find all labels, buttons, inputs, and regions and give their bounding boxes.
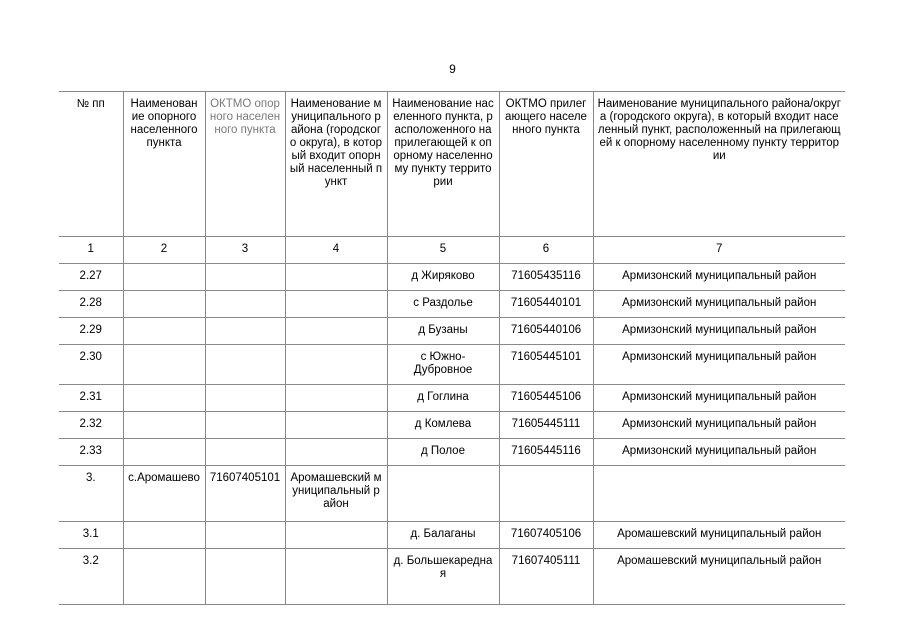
base-district-cell <box>285 522 387 549</box>
adjacent-oktmo-cell: 71607405111 <box>499 549 593 605</box>
table-row <box>59 345 845 385</box>
table-row <box>59 549 845 605</box>
base-district-cell <box>285 345 387 385</box>
row-number: 2.27 <box>59 264 123 291</box>
adjacent-district-cell: Аромашевский муниципальный район <box>593 522 845 549</box>
base-settlement-cell <box>123 385 205 412</box>
adjacent-oktmo-cell: 71607405106 <box>499 522 593 549</box>
adjacent-settlement-cell: д Полое <box>387 439 499 466</box>
row-number: 2.28 <box>59 291 123 318</box>
adjacent-district-cell: Армизонский муниципальный район <box>593 318 845 345</box>
adjacent-settlement-cell: с Южно-Дубровное <box>387 345 499 385</box>
adjacent-settlement-cell: с Раздолье <box>387 291 499 318</box>
header-number: № пп <box>59 92 123 237</box>
row-number: 3. <box>59 466 123 522</box>
base-oktmo-cell <box>205 345 285 385</box>
column-number: 3 <box>205 237 285 264</box>
base-district-cell <box>285 291 387 318</box>
adjacent-district-cell: Армизонский муниципальный район <box>593 264 845 291</box>
adjacent-settlement-cell: д. Балаганы <box>387 522 499 549</box>
header-adjacent-district: Наименование муниципального района/округа (городского округа), в который входит населенный пункт, расположенный на прилегающей к опорному населенному пункту территории <box>593 92 845 237</box>
table-row <box>59 318 845 345</box>
base-oktmo-cell <box>205 291 285 318</box>
adjacent-oktmo-cell: 71605445111 <box>499 412 593 439</box>
table-row <box>59 412 845 439</box>
base-settlement-cell <box>123 522 205 549</box>
base-district-cell <box>285 318 387 345</box>
base-settlement-cell <box>123 318 205 345</box>
base-oktmo-cell <box>205 522 285 549</box>
adjacent-oktmo-cell <box>499 466 593 522</box>
adjacent-settlement-cell: д Комлева <box>387 412 499 439</box>
column-number: 2 <box>123 237 205 264</box>
base-district-cell <box>285 264 387 291</box>
base-oktmo-cell <box>205 318 285 345</box>
page-number: 9 <box>449 62 456 76</box>
adjacent-oktmo-cell: 71605440106 <box>499 318 593 345</box>
base-oktmo-cell <box>205 385 285 412</box>
base-settlement-cell <box>123 264 205 291</box>
adjacent-oktmo-cell: 71605445101 <box>499 345 593 385</box>
adjacent-settlement-cell: д. Большекаредная <box>387 549 499 605</box>
adjacent-district-cell: Аромашевский муниципальный район <box>593 549 845 605</box>
table-row <box>59 522 845 549</box>
column-number: 6 <box>499 237 593 264</box>
base-settlement-cell <box>123 412 205 439</box>
base-settlement-cell <box>123 345 205 385</box>
adjacent-district-cell: Армизонский муниципальный район <box>593 385 845 412</box>
header-base-oktmo: ОКТМО опорного населенного пункта <box>205 92 285 237</box>
row-number: 2.33 <box>59 439 123 466</box>
row-number: 2.31 <box>59 385 123 412</box>
table-row <box>59 264 845 291</box>
base-district-cell: Аромашевский муниципальный район <box>285 466 387 522</box>
adjacent-settlement-cell <box>387 466 499 522</box>
adjacent-district-cell: Армизонский муниципальный район <box>593 439 845 466</box>
header-base-settlement: Наименование опорного населенного пункта <box>123 92 205 237</box>
column-number: 7 <box>593 237 845 264</box>
table-row <box>59 291 845 318</box>
header-adjacent-settlement: Наименование населенного пункта, расположенного на прилегающей к опорному населенному пункту территории <box>387 92 499 237</box>
base-district-cell <box>285 549 387 605</box>
adjacent-oktmo-cell: 71605435116 <box>499 264 593 291</box>
header-adjacent-oktmo: ОКТМО прилегающего населенного пункта <box>499 92 593 237</box>
adjacent-settlement-cell: д Гоглина <box>387 385 499 412</box>
adjacent-settlement-cell: д Бузаны <box>387 318 499 345</box>
column-number: 1 <box>59 237 123 264</box>
adjacent-district-cell: Армизонский муниципальный район <box>593 345 845 385</box>
base-settlement-cell <box>123 291 205 318</box>
column-number: 4 <box>285 237 387 264</box>
base-oktmo-cell <box>205 264 285 291</box>
base-oktmo-cell: 71607405101 <box>205 466 285 522</box>
base-oktmo-cell <box>205 412 285 439</box>
adjacent-district-cell <box>593 466 845 522</box>
base-settlement-cell <box>123 439 205 466</box>
base-district-cell <box>285 385 387 412</box>
base-district-cell <box>285 412 387 439</box>
column-number-row <box>59 237 845 264</box>
base-oktmo-cell <box>205 439 285 466</box>
settlements-table <box>59 91 845 605</box>
header-base-district: Наименование муниципального района (городского округа), в который входит опорный населенный пункт <box>285 92 387 237</box>
adjacent-oktmo-cell: 71605445106 <box>499 385 593 412</box>
base-oktmo-cell <box>205 549 285 605</box>
row-number: 3.2 <box>59 549 123 605</box>
table-row <box>59 439 845 466</box>
adjacent-settlement-cell: д Жиряково <box>387 264 499 291</box>
table-row <box>59 385 845 412</box>
row-number: 2.32 <box>59 412 123 439</box>
adjacent-oktmo-cell: 71605445116 <box>499 439 593 466</box>
header-row <box>59 92 845 237</box>
base-settlement-cell <box>123 549 205 605</box>
column-number: 5 <box>387 237 499 264</box>
table-row <box>59 466 845 522</box>
row-number: 2.29 <box>59 318 123 345</box>
row-number: 3.1 <box>59 522 123 549</box>
adjacent-district-cell: Армизонский муниципальный район <box>593 412 845 439</box>
adjacent-oktmo-cell: 71605440101 <box>499 291 593 318</box>
base-settlement-cell: с.Аромашево <box>123 466 205 522</box>
adjacent-district-cell: Армизонский муниципальный район <box>593 291 845 318</box>
row-number: 2.30 <box>59 345 123 385</box>
base-district-cell <box>285 439 387 466</box>
